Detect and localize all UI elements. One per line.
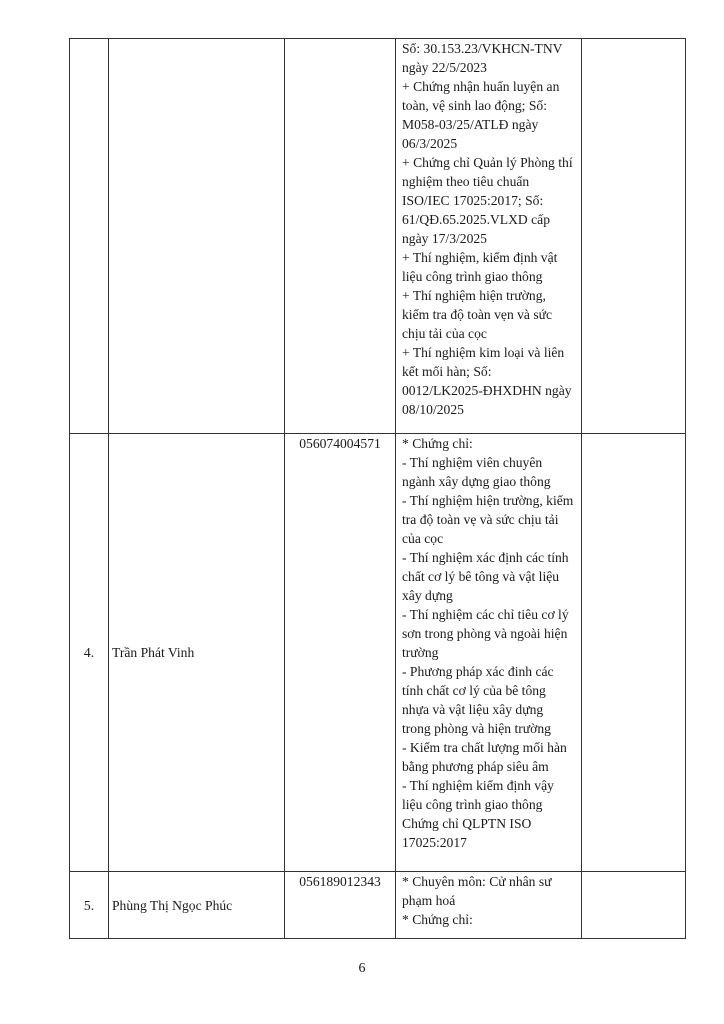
notes-cell bbox=[582, 872, 686, 939]
qualification-item: Số: 30.153.23/VKHCN-TNV ngày 22/5/2023 bbox=[402, 41, 563, 75]
row-number-cell: 5. bbox=[70, 872, 109, 939]
qualification-item: + Thí nghiệm hiện trường, kiểm tra độ toàn vẹn và sức chịu tải của cọc bbox=[402, 288, 553, 341]
notes-cell bbox=[582, 39, 686, 434]
qualifications-cell bbox=[396, 434, 582, 872]
qualification-item: - Thí nghiệm hiện trường, kiểm tra độ toàn vẹ và sức chịu tải của cọc bbox=[402, 493, 574, 546]
qualifications-cell bbox=[396, 872, 582, 939]
qualification-item: - Thí nghiệm các chỉ tiêu cơ lý sơn trong phòng và ngoài hiện trường bbox=[402, 607, 569, 660]
table-row bbox=[70, 39, 686, 434]
full-name-cell: Trần Phát Vinh bbox=[109, 434, 285, 872]
qualification-item: * Chứng chỉ: bbox=[402, 912, 473, 927]
personnel-table bbox=[69, 38, 686, 939]
qualification-item: + Chứng nhận huấn luyện an toàn, vệ sinh lao động; Số: M058-03/25/ATLĐ ngày 06/3/2025 bbox=[402, 79, 560, 151]
qualification-item: - Thí nghiệm viên chuyên ngành xây dựng giao thông bbox=[402, 455, 551, 489]
table-row bbox=[70, 872, 686, 939]
row-number-cell: 4. bbox=[70, 434, 109, 872]
qualification-item: * Chuyên môn: Cử nhân sư phạm hoá bbox=[402, 874, 552, 908]
qualification-item: + Thí nghiệm kim loại và liên kết mối hàn; Số: 0012/LK2025-ĐHXDHN ngày 08/10/2025 bbox=[402, 345, 572, 417]
qualification-item: * Chứng chỉ: bbox=[402, 436, 473, 451]
id-number-cell bbox=[285, 39, 396, 434]
qualification-item: + Chứng chỉ Quản lý Phòng thí nghiệm theo tiêu chuẩn ISO/IEC 17025:2017; Số: 61/QĐ.65.2025.VLXD cấp ngày 17/3/2025 bbox=[402, 155, 573, 246]
id-number-cell: 056074004571 bbox=[285, 434, 396, 872]
qualification-item: - Kiểm tra chất lượng mối hàn bằng phương pháp siêu âm bbox=[402, 740, 567, 774]
qualification-item: - Thí nghiệm kiểm định vậy liệu công trình giao thông Chứng chỉ QLPTN ISO 17025:2017 bbox=[402, 778, 554, 850]
qualification-item: - Thí nghiệm xác định các tính chất cơ lý bê tông và vật liệu xây dựng bbox=[402, 550, 569, 603]
id-number-cell: 056189012343 bbox=[285, 872, 396, 939]
full-name-cell bbox=[109, 39, 285, 434]
qualifications-cell bbox=[396, 39, 582, 434]
table-row bbox=[70, 434, 686, 872]
row-number-cell bbox=[70, 39, 109, 434]
qualification-item: - Phương pháp xác đinh các tính chất cơ lý của bê tông nhựa và vật liệu xây dựng trong phòng và hiện trường bbox=[402, 664, 554, 736]
page-number: 6 bbox=[358, 961, 366, 976]
qualification-item: + Thí nghiệm, kiểm định vật liệu công trình giao thông bbox=[402, 250, 558, 284]
notes-cell bbox=[582, 434, 686, 872]
full-name-cell: Phùng Thị Ngọc Phúc bbox=[109, 872, 285, 939]
